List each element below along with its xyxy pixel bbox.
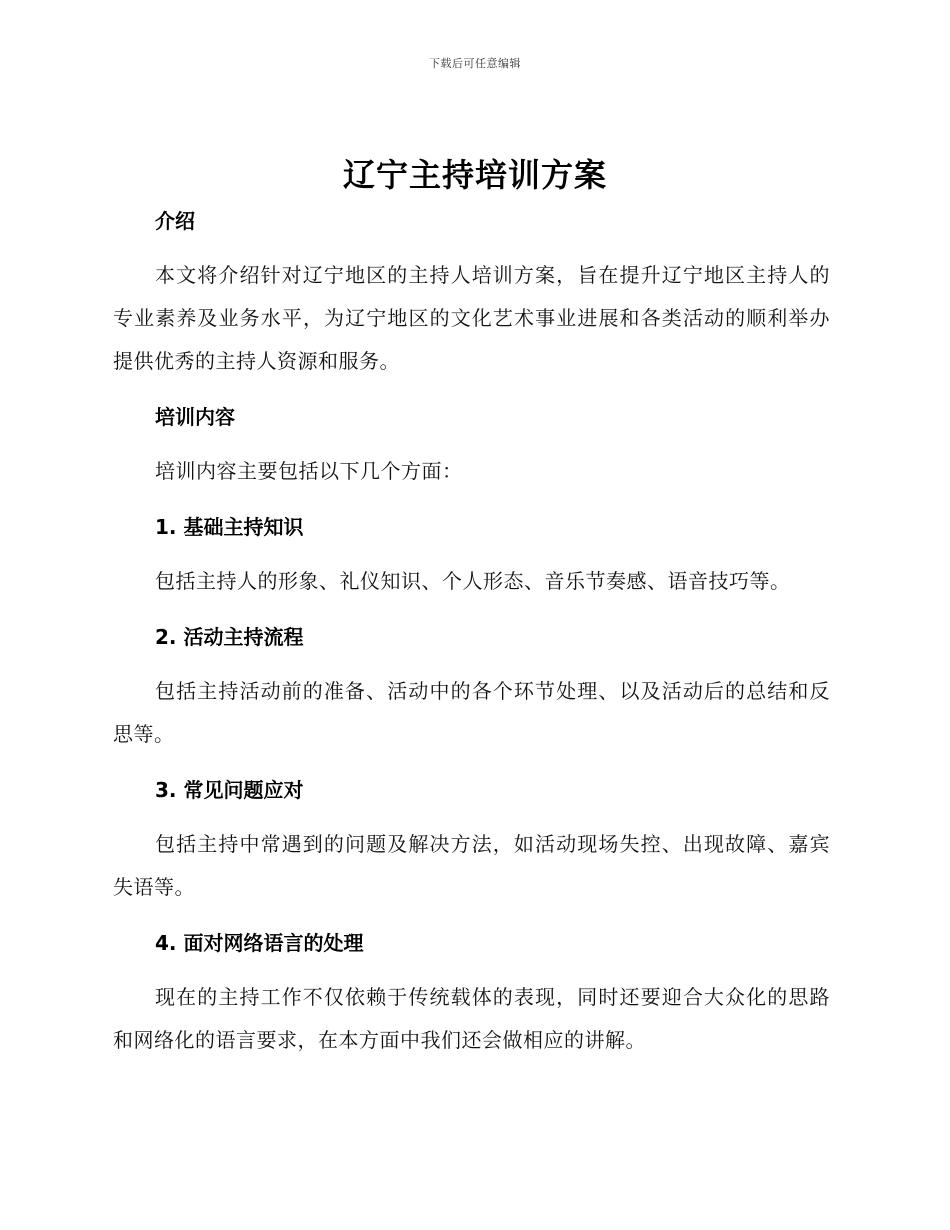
header-note: 下载后可任意编辑 [429, 57, 521, 70]
item-4-paragraph: 现在的主持工作不仅依赖于传统载体的表现，同时还要迎合大众化的思路和网络化的语言要求，在本方面中我们还会做相应的讲解。 [113, 985, 830, 1052]
intro-paragraph: 本文将介绍针对辽宁地区的主持人培训方案，旨在提升辽宁地区主持人的专业素养及业务水平，为辽宁地区的文化艺术事业进展和各类活动的顺利举办提供优秀的主持人资源和服务。 [113, 263, 830, 373]
item-1-heading: 1. 基础主持知识 [155, 515, 304, 539]
item-2-heading: 2. 活动主持流程 [155, 625, 304, 649]
document-title: 辽宁主持培训方案 [342, 156, 607, 194]
intro-heading: 介绍 [155, 209, 195, 233]
item-1-paragraph: 包括主持人的形象、礼仪知识、个人形态、音乐节奏感、语音技巧等。 [155, 569, 791, 593]
item-2-paragraph: 包括主持活动前的准备、活动中的各个环节处理、以及活动后的总结和反思等。 [113, 679, 830, 746]
training-content-heading: 培训内容 [155, 405, 235, 429]
training-content-paragraph: 培训内容主要包括以下几个方面： [155, 459, 463, 483]
document-body [113, 200, 830, 1062]
item-3-heading: 3. 常见问题应对 [155, 778, 304, 802]
item-3-paragraph: 包括主持中常遇到的问题及解决方法，如活动现场失控、出现故障、嘉宾失语等。 [113, 832, 830, 899]
item-4-heading: 4. 面对网络语言的处理 [155, 931, 364, 955]
